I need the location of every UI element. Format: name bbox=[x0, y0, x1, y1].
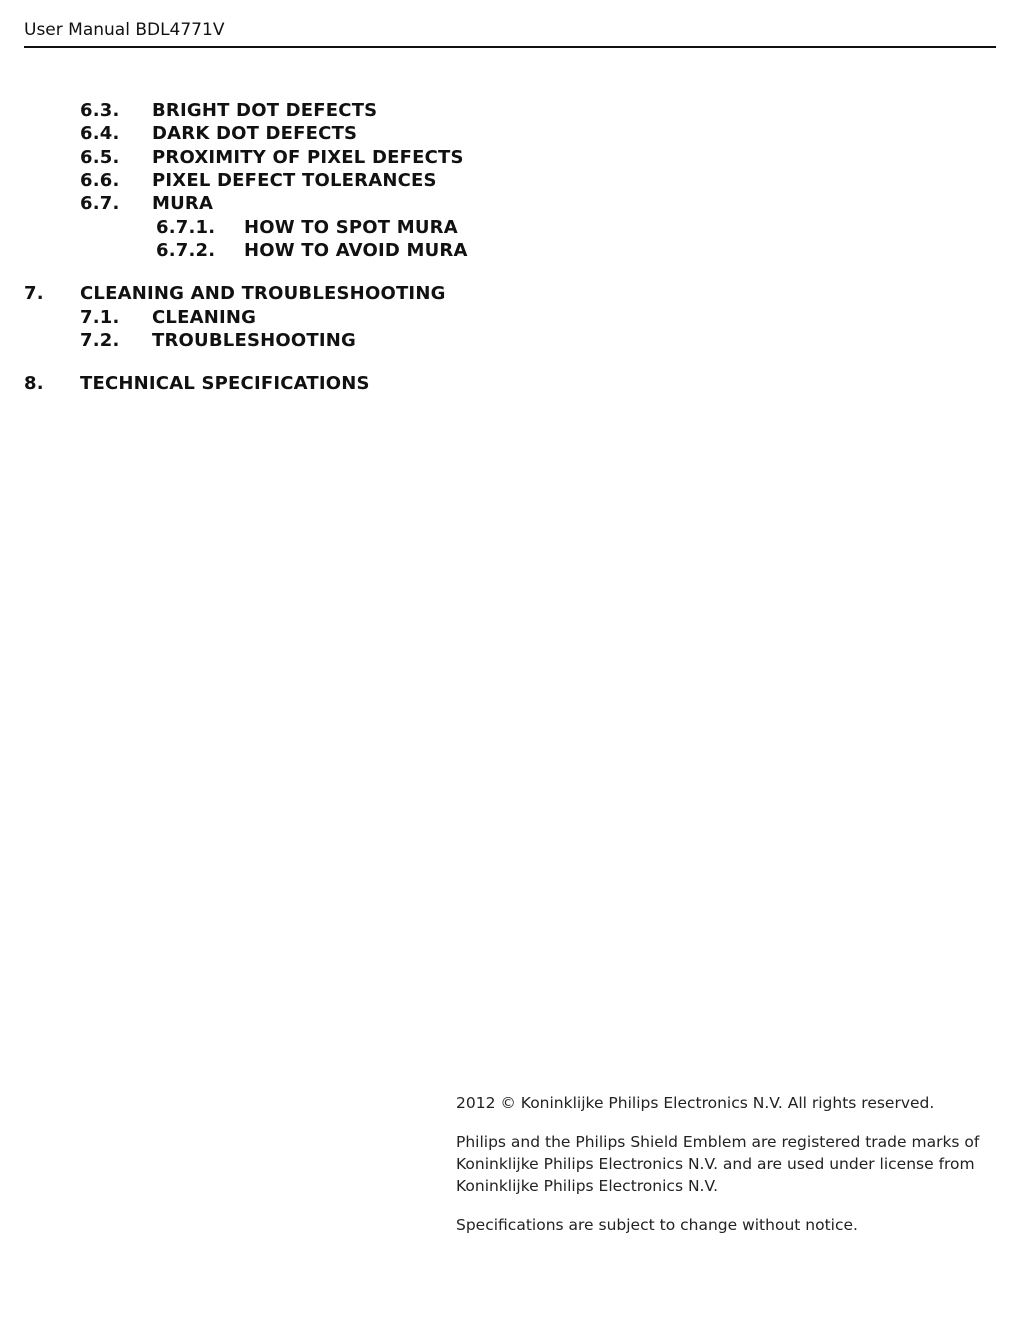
toc-number: 7.2. bbox=[80, 330, 120, 351]
toc-title: BRIGHT DOT DEFECTS bbox=[152, 100, 378, 121]
toc-title: TROUBLESHOOTING bbox=[152, 330, 356, 351]
toc-number: 6.5. bbox=[80, 147, 120, 168]
document-title: User Manual BDL4771V bbox=[24, 20, 225, 40]
toc-title: TECHNICAL SPECIFICATIONS bbox=[80, 373, 370, 394]
toc-title: MURA bbox=[152, 193, 214, 214]
specifications-text: Specifications are subject to change without notice. bbox=[456, 1216, 858, 1234]
toc-number: 6.4. bbox=[80, 123, 120, 144]
trademark-notice bbox=[456, 1131, 980, 1197]
table-of-contents bbox=[0, 0, 1020, 420]
toc-title: HOW TO SPOT MURA bbox=[244, 217, 458, 238]
specifications-notice bbox=[456, 1214, 956, 1236]
toc-title: PROXIMITY OF PIXEL DEFECTS bbox=[152, 147, 464, 168]
toc-title: CLEANING AND TROUBLESHOOTING bbox=[80, 283, 446, 304]
trademark-line: Koninklijke Philips Electronics N.V. and are used under license from bbox=[456, 1155, 975, 1173]
toc-number: 6.7. bbox=[80, 193, 120, 214]
trademark-line: Koninklijke Philips Electronics N.V. bbox=[456, 1177, 719, 1195]
toc-title: DARK DOT DEFECTS bbox=[152, 123, 358, 144]
legal-notice bbox=[456, 1092, 980, 1253]
copyright-notice bbox=[456, 1092, 956, 1114]
toc-number: 8. bbox=[24, 373, 44, 394]
toc-title: PIXEL DEFECT TOLERANCES bbox=[152, 170, 437, 191]
toc-number: 6.3. bbox=[80, 100, 120, 121]
toc-number: 7.1. bbox=[80, 307, 120, 328]
toc-title: CLEANING bbox=[152, 307, 257, 328]
copyright-text: 2012 © Koninklijke Philips Electronics N.V. All rights reserved. bbox=[456, 1094, 935, 1112]
toc-number: 6.7.1. bbox=[156, 217, 216, 238]
toc-number: 6.6. bbox=[80, 170, 120, 191]
toc-number: 7. bbox=[24, 283, 44, 304]
toc-number: 6.7.2. bbox=[156, 240, 216, 261]
trademark-line: Philips and the Philips Shield Emblem are registered trade marks of bbox=[456, 1133, 980, 1151]
toc-title: HOW TO AVOID MURA bbox=[244, 240, 468, 261]
